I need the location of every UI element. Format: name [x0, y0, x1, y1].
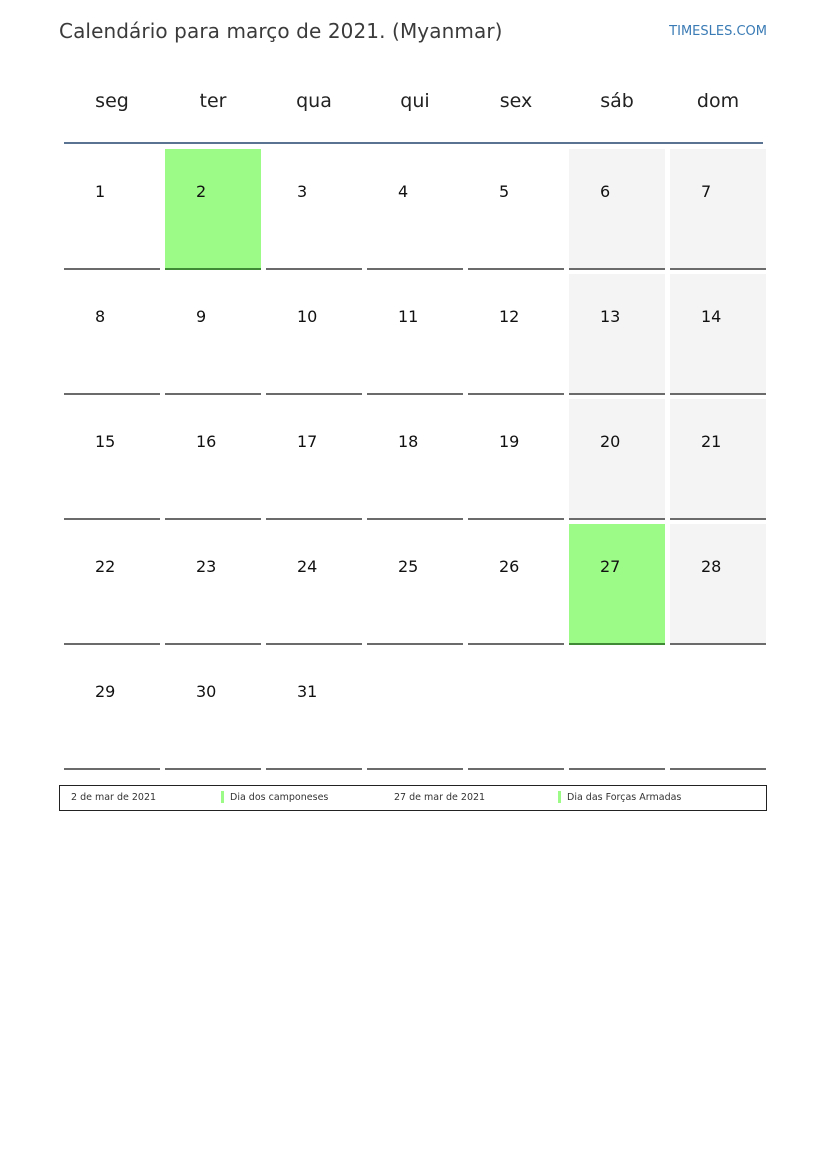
day-cell	[64, 524, 160, 645]
day-number: 1	[95, 182, 106, 201]
day-number: 19	[499, 432, 520, 451]
weekday-label: ter	[199, 90, 227, 112]
day-cell	[367, 524, 463, 645]
weekday-label: dom	[696, 90, 740, 112]
holiday-legend	[59, 785, 767, 811]
weekday-label: qua	[296, 90, 332, 112]
day-cell	[165, 274, 261, 395]
day-number: 31	[297, 682, 318, 701]
weekday-label: seg	[95, 90, 129, 112]
legend-date: 2 de mar de 2021	[71, 792, 157, 803]
day-number: 23	[196, 557, 217, 576]
day-cell	[64, 399, 160, 520]
day-number: 12	[499, 307, 520, 326]
day-cell-holiday	[165, 149, 261, 270]
page-title: Calendário para março de 2021. (Myanmar)	[59, 19, 503, 43]
day-number: 3	[297, 182, 308, 201]
day-cell	[266, 649, 362, 770]
day-cell	[468, 524, 564, 645]
weekday-label: sáb	[600, 90, 634, 112]
legend-date: 27 de mar de 2021	[394, 792, 486, 803]
legend-color-marker	[558, 791, 561, 803]
day-number: 11	[398, 307, 419, 326]
day-number: 21	[701, 432, 722, 451]
day-number: 26	[499, 557, 520, 576]
calendar-grid	[64, 149, 763, 770]
day-number: 28	[701, 557, 722, 576]
day-number: 30	[196, 682, 217, 701]
day-cell	[266, 274, 362, 395]
day-cell	[468, 274, 564, 395]
day-number: 29	[95, 682, 116, 701]
day-number: 14	[701, 307, 722, 326]
day-number: 20	[600, 432, 621, 451]
day-number: 6	[600, 182, 611, 201]
day-cell	[670, 399, 766, 520]
day-cell	[670, 274, 766, 395]
site-link[interactable]: TIMESLES.COM	[669, 24, 767, 39]
day-number: 25	[398, 557, 419, 576]
legend-color-marker	[221, 791, 224, 803]
weekday-header-row	[64, 90, 763, 120]
day-number: 27	[600, 557, 621, 576]
day-number: 24	[297, 557, 318, 576]
day-number: 18	[398, 432, 419, 451]
legend-holiday-name: Dia das Forças Armadas	[567, 792, 682, 803]
day-number: 17	[297, 432, 318, 451]
day-cell	[266, 399, 362, 520]
day-cell	[266, 524, 362, 645]
day-cell-empty	[670, 649, 766, 770]
day-number: 10	[297, 307, 318, 326]
day-cell	[569, 274, 665, 395]
day-cell	[64, 274, 160, 395]
day-cell	[468, 149, 564, 270]
day-number: 5	[499, 182, 510, 201]
day-cell	[569, 399, 665, 520]
day-number: 8	[95, 307, 106, 326]
day-number: 16	[196, 432, 217, 451]
legend-holiday-name: Dia dos camponeses	[230, 792, 329, 803]
day-cell	[670, 149, 766, 270]
day-cell	[367, 149, 463, 270]
day-cell	[367, 399, 463, 520]
day-cell	[64, 149, 160, 270]
day-cell	[670, 524, 766, 645]
header-divider	[64, 142, 763, 144]
day-cell-empty	[569, 649, 665, 770]
day-number: 13	[600, 307, 621, 326]
day-cell	[64, 649, 160, 770]
day-cell-empty	[367, 649, 463, 770]
day-cell	[165, 524, 261, 645]
day-number: 2	[196, 182, 207, 201]
day-cell-holiday	[569, 524, 665, 645]
day-number: 22	[95, 557, 116, 576]
day-cell	[468, 399, 564, 520]
day-cell	[165, 649, 261, 770]
day-number: 9	[196, 307, 207, 326]
day-cell	[569, 149, 665, 270]
day-number: 7	[701, 182, 712, 201]
weekday-label: sex	[499, 90, 533, 112]
day-number: 4	[398, 182, 409, 201]
weekday-label: qui	[400, 90, 430, 112]
day-cell-empty	[468, 649, 564, 770]
day-cell	[165, 399, 261, 520]
day-cell	[266, 149, 362, 270]
day-number: 15	[95, 432, 116, 451]
day-cell	[367, 274, 463, 395]
